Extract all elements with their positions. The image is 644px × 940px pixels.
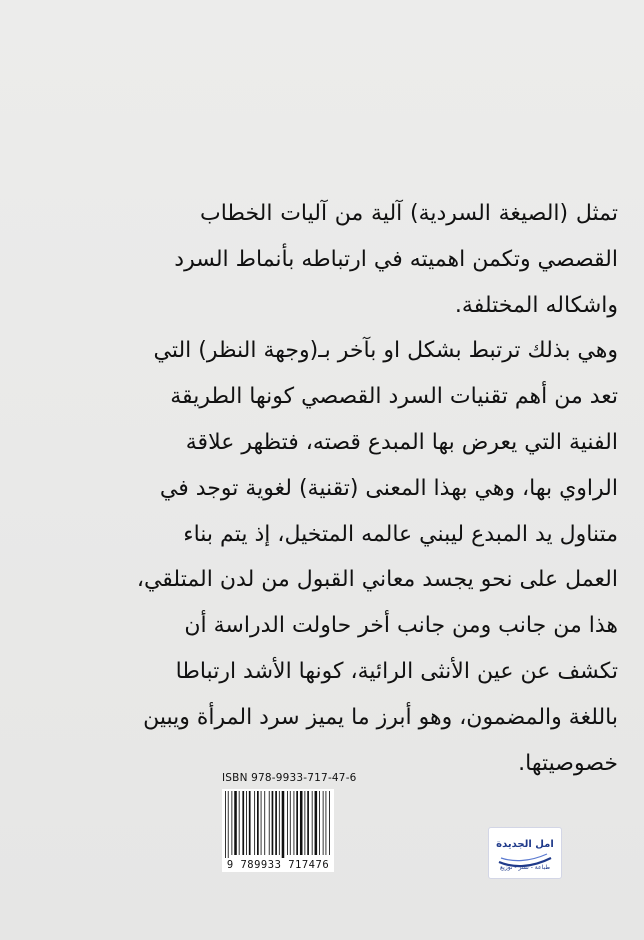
blurb-line: وهي بذلك ترتبط بشكل او بآخر بـ(وجهة النظر) التي bbox=[153, 338, 618, 364]
blurb-line: خصوصيتها. bbox=[518, 750, 618, 776]
blurb-line: متناول يد المبدع ليبني عالمه المتخيل، إذ يتم بناء bbox=[183, 521, 618, 547]
blurb-paragraph-2 bbox=[136, 328, 618, 786]
publisher-tagline: طباعة - نشر - توزيع bbox=[499, 864, 551, 871]
blurb-text bbox=[136, 191, 618, 786]
publisher-name: امل الجديدة bbox=[496, 839, 554, 850]
blurb-line: هذا من جانب ومن جانب أخر حاولت الدراسة أن bbox=[184, 613, 618, 639]
blurb-line: واشكاله المختلفة. bbox=[454, 292, 618, 318]
blurb-line: تمثل (الصيغة السردية) آلية من آليات الخطاب bbox=[200, 201, 618, 226]
barcode-icon bbox=[222, 789, 334, 859]
publisher-logo bbox=[488, 827, 562, 879]
barcode-digits: 9 789933 717476 bbox=[222, 858, 334, 872]
blurb-line: الفنية التي يعرض بها المبدع قصته، فتظهر علاقة bbox=[185, 429, 618, 455]
barcode bbox=[222, 789, 334, 859]
blurb-line: العمل على نحو يجسد معاني القبول من لدن المتلقي، bbox=[136, 567, 618, 593]
blurb-line: القصصي وتكمن اهميته في ارتباطه بأنماط السرد bbox=[174, 246, 618, 272]
isbn-block bbox=[222, 770, 357, 871]
blurb-line: الراوي بها، وهي بهذا المعنى (تقنية) لغوية توجد في bbox=[159, 475, 618, 501]
blurb-paragraph-1 bbox=[174, 191, 618, 328]
blurb-line: تعد من أهم تقنيات السرد القصصي كونها الطريقة bbox=[170, 384, 618, 410]
blurb-line: باللغة والمضمون، وهو أبرز ما يميز سرد المرأة ويبين bbox=[143, 704, 618, 730]
blurb-line: تكشف عن عين الأنثى الرائية، كونها الأشد ارتباطا bbox=[175, 658, 618, 684]
isbn-label: ISBN 978-9933-717-47-6 bbox=[222, 772, 357, 784]
